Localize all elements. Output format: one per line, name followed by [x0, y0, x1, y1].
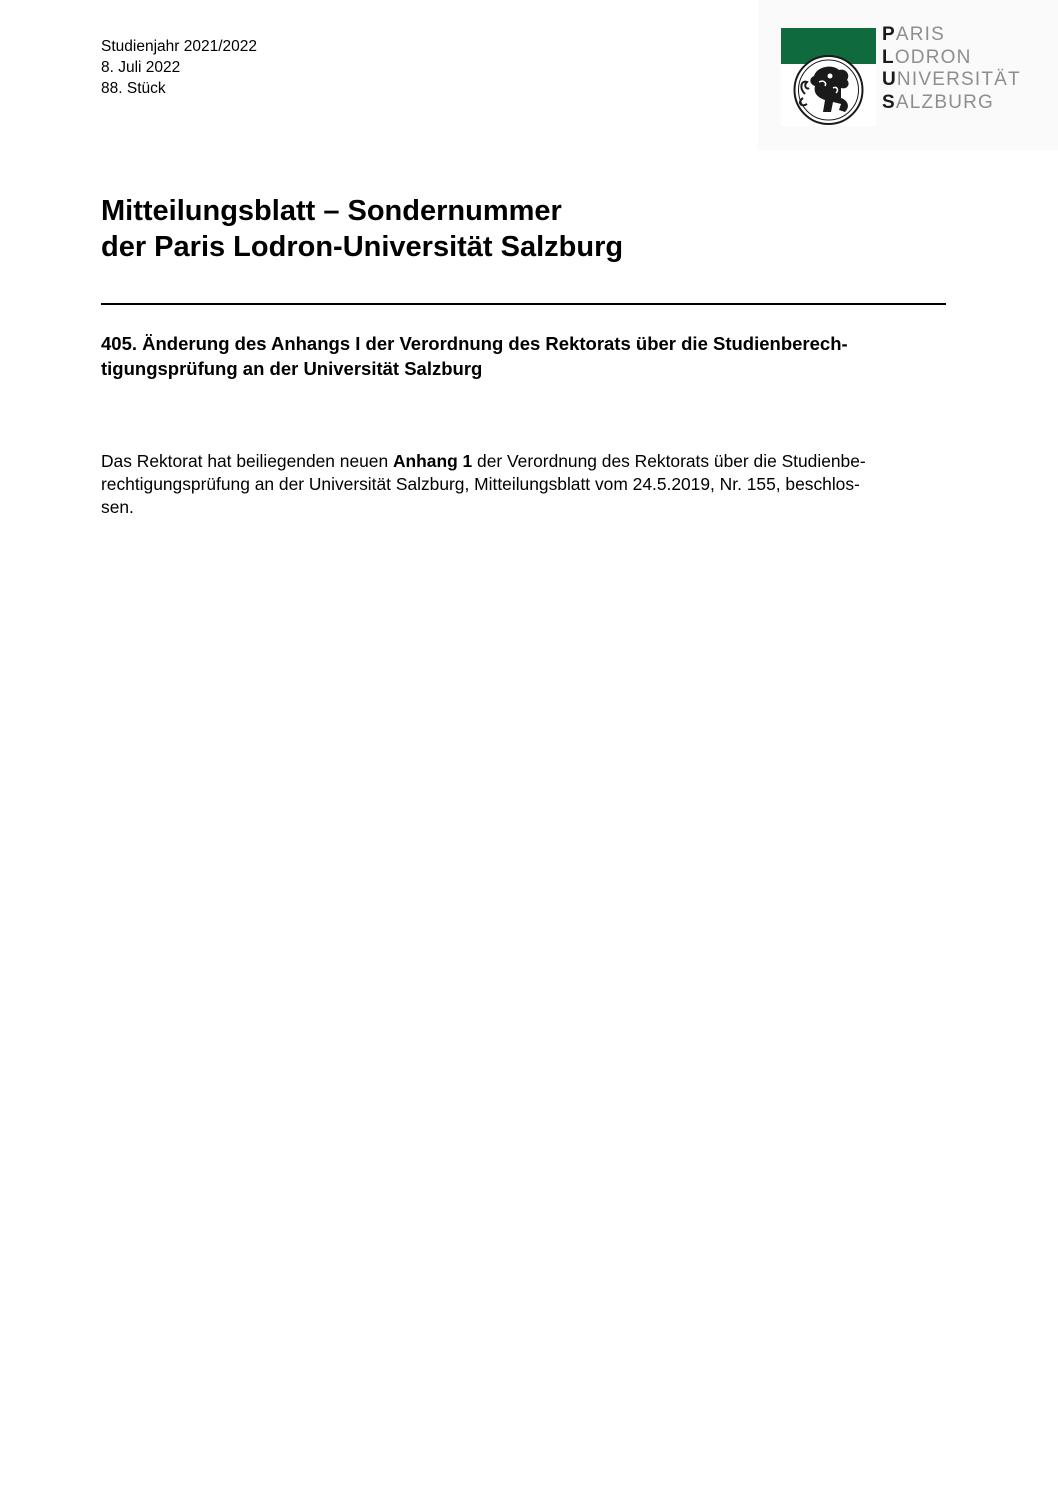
body-line-2: rechtigungsprüfung an der Universität Salzburg, Mitteilungsblatt vom 24.5.2019, Nr. 155, beschlos- [101, 474, 860, 494]
annex-reference: Anhang 1 [392, 451, 473, 471]
academic-year: Studienjahr 2021/2022 [101, 38, 257, 55]
lion-emblem-icon [781, 28, 876, 126]
logo-line-paris: PARIS [882, 24, 946, 45]
body-paragraph [101, 450, 971, 519]
section-heading-line-2: tigungsprüfung an der Universität Salzburg [101, 358, 483, 379]
body-line-1: Das Rektorat hat beiliegenden neuen Anhang 1 der Verordnung des Rektorats über die Studienbe- [101, 451, 866, 471]
section-heading [101, 331, 971, 381]
logo-line-salzburg: SALZBURG [882, 91, 995, 113]
title-divider [101, 303, 946, 305]
issue-date: 8. Juli 2022 [101, 59, 181, 76]
logo-line-lodron: LODRON [882, 46, 972, 68]
title-line-1: Mitteilungsblatt – Sondernummer [101, 195, 562, 227]
body-line-3: sen. [101, 497, 134, 517]
section-heading-line-1: 405. Änderung des Anhangs I der Verordnung des Rektorats über die Studienberech- [101, 333, 848, 354]
university-logo [758, 0, 1058, 150]
logo-line-universitaet: UNIVERSITÄT [882, 69, 1021, 90]
logo-wordmark [882, 24, 1021, 114]
title-line-2: der Paris Lodron-Universität Salzburg [101, 231, 624, 263]
document-meta [101, 36, 257, 99]
page-title [101, 193, 623, 265]
issue-number: 88. Stück [101, 80, 166, 97]
